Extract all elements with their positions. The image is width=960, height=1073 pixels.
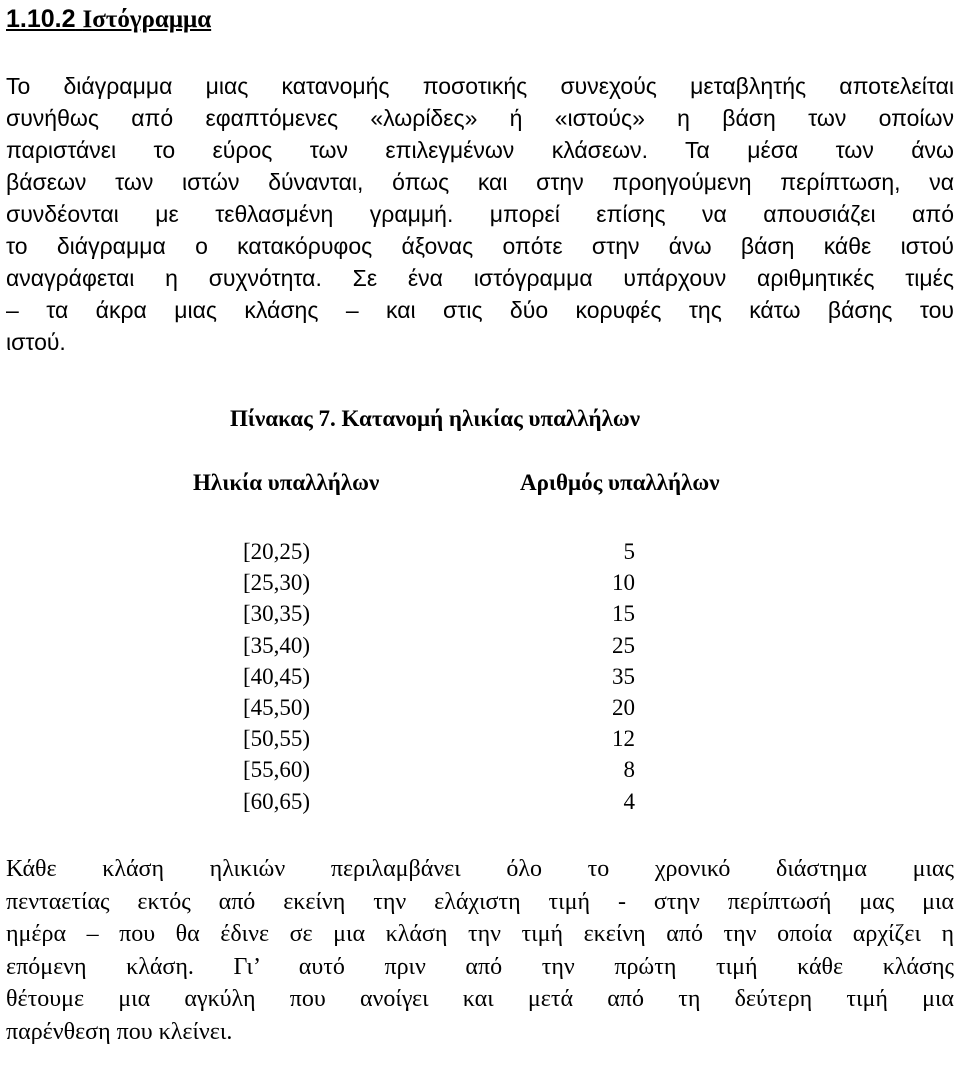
- age-class-cell: [45,50): [243, 694, 311, 720]
- table-row: [243, 754, 635, 785]
- section-number: 1.10.2: [6, 5, 76, 33]
- employee-count-cell: 15: [612, 601, 635, 627]
- section-heading: [6, 4, 211, 35]
- paragraph-line: – τα άκρα μιας κλάσης – και στις δύο κορυφές της κάτω βάσης του: [6, 297, 954, 323]
- paragraph-line: ιστού.: [6, 329, 66, 355]
- paragraph-line: συνήθως από εφαπτόμενες «λωρίδες» ή «ιστούς» η βάση των οποίων: [6, 105, 954, 131]
- table-row: [243, 567, 635, 598]
- paragraph-line: θέτουμε μια αγκύλη που ανοίγει και μετά από τη δεύτερη τιμή μια: [6, 986, 954, 1013]
- section-title: Ιστόγραμμα: [82, 6, 212, 33]
- table-row: [243, 723, 635, 754]
- age-class-cell: [20,25): [243, 539, 311, 564]
- paragraph-line: ημέρα – που θα έδινε σε μια κλάση την τιμή εκείνη από την οποία αρχίζει η: [6, 921, 954, 948]
- table-row: [243, 598, 635, 629]
- paragraph-line: βάσεων των ιστών δύνανται, όπως και στην προηγούμενη περίπτωση, να: [6, 169, 954, 195]
- age-class-cell: [35,40): [243, 632, 311, 658]
- age-class-cell: [60,65): [243, 788, 311, 814]
- employee-count-cell: 12: [612, 726, 635, 752]
- outro-paragraph: [6, 853, 954, 1049]
- paragraph-line: παριστάνει το εύρος των επιλεγμένων κλάσεων. Τα μέσα των άνω: [6, 137, 954, 163]
- age-class-cell: [50,55): [243, 726, 311, 752]
- age-class-cell: [25,30): [243, 570, 311, 596]
- table-row: [243, 630, 635, 661]
- employee-count-cell: 4: [623, 788, 635, 814]
- intro-paragraph: [6, 70, 954, 358]
- table-row: [243, 786, 635, 817]
- column-header-age: Ηλικία υπαλλήλων: [193, 470, 380, 495]
- age-class-cell: [30,35): [243, 601, 311, 627]
- paragraph-line: το διάγραμμα ο κατακόρυφος άξονας οπότε στην άνω βάση κάθε ιστού: [6, 233, 954, 259]
- table-caption: Πίνακας 7. Κατανομή ηλικίας υπαλλήλων: [230, 406, 640, 431]
- employee-count-cell: 5: [623, 539, 635, 564]
- paragraph-line: Κάθε κλάση ηλικιών περιλαμβάνει όλο το χρονικό διάστημα μιας: [6, 856, 954, 882]
- paragraph-line: πενταετίας εκτός από εκείνη την ελάχιστη τιμή - στην περίπτωσή μας μια: [6, 888, 954, 915]
- age-distribution-table: [243, 536, 635, 817]
- employee-count-cell: 20: [612, 694, 635, 720]
- paragraph-line: Το διάγραμμα μιας κατανομής ποσοτικής συνεχούς μεταβλητής αποτελείται: [6, 73, 954, 99]
- employee-count-cell: 25: [612, 632, 635, 658]
- column-header-count: Αριθμός υπαλλήλων: [520, 470, 720, 495]
- age-class-cell: [40,45): [243, 663, 311, 689]
- table-row: [243, 661, 635, 692]
- age-class-cell: [55,60): [243, 757, 311, 783]
- paragraph-line: επόμενη κλάση. Γι’ αυτό πριν από την πρώτη τιμή κάθε κλάσης: [6, 953, 954, 980]
- employee-count-cell: 8: [623, 757, 635, 783]
- employee-count-cell: 10: [612, 570, 635, 596]
- paragraph-line: αναγράφεται η συχνότητα. Σε ένα ιστόγραμμα υπάρχουν αριθμητικές τιμές: [6, 265, 954, 291]
- paragraph-line: παρένθεση που κλείνει.: [6, 1018, 233, 1045]
- table-row: [243, 692, 635, 723]
- table-row: [243, 536, 635, 567]
- paragraph-line: συνδέονται με τεθλασμένη γραμμή. μπορεί επίσης να απουσιάζει από: [6, 201, 954, 227]
- employee-count-cell: 35: [612, 663, 635, 689]
